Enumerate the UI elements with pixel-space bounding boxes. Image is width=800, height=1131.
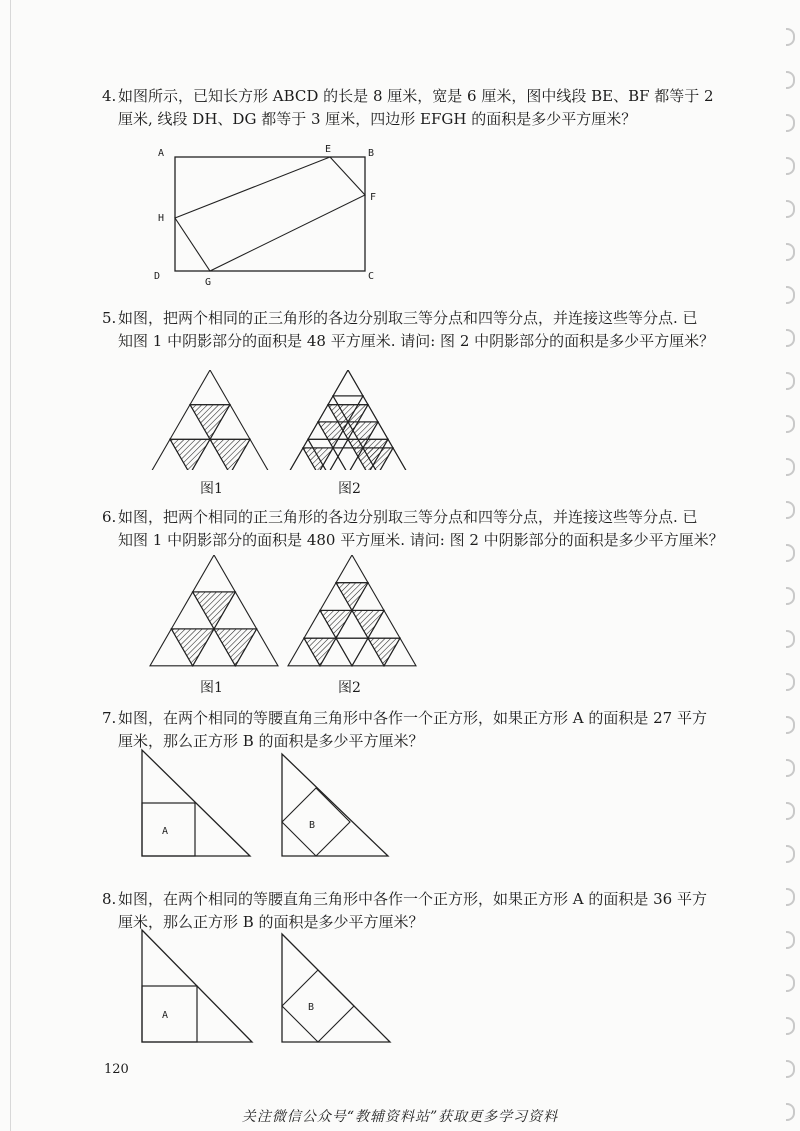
label-h: H: [158, 213, 165, 224]
binding-ring: [786, 243, 795, 261]
question-text-line-2: 厘米, 线段 DH、DG 都等于 3 厘米，四边形 EFGH 的面积是多少平方厘米？: [118, 110, 637, 128]
q6-caption-2: 图2: [338, 680, 361, 696]
binding-ring: [786, 415, 795, 433]
binding-ring: [786, 1060, 795, 1078]
binding-rings: [784, 0, 800, 1131]
binding-ring: [786, 28, 795, 46]
question-number: 4.: [102, 87, 117, 105]
label-square-b: B: [308, 1002, 315, 1013]
binding-ring: [786, 587, 795, 605]
question-text-line-2: 厘米，那么正方形 B 的面积是多少平方厘米？: [118, 913, 424, 931]
up-triangle-cell: [336, 555, 368, 583]
binding-ring: [786, 286, 795, 304]
shaded-down-triangle: [210, 439, 250, 470]
square-a: [142, 986, 197, 1042]
question-text-line-1: 如图，把两个相同的正三角形的各边分别取三等分点和四等分点，并连接这些等分点. 已: [118, 508, 698, 526]
binding-ring: [786, 1103, 795, 1121]
up-triangle-cell: [190, 370, 230, 405]
question-text-line-1: 如图所示，已知长方形 ABCD 的长是 8 厘米，宽是 6 厘米，图中线段 BE、BF 都等于 2: [118, 87, 714, 105]
label-d: D: [154, 271, 161, 282]
binding-ring: [786, 673, 795, 691]
binding-ring: [786, 630, 795, 648]
label-a: A: [158, 148, 165, 159]
label-square-a: A: [162, 1010, 169, 1021]
label-e: E: [325, 144, 332, 155]
question-6: [102, 506, 724, 552]
shaded-down-triangle: [170, 439, 210, 470]
page-number: 120: [104, 1062, 129, 1077]
shaded-down-triangle: [190, 405, 230, 440]
question-text-line-1: 如图，把两个相同的正三角形的各边分别取三等分点和四等分点，并连接这些等分点. 已: [118, 309, 698, 327]
binding-ring: [786, 157, 795, 175]
question-number: 8.: [102, 890, 117, 908]
binding-ring: [786, 372, 795, 390]
binding-ring: [786, 501, 795, 519]
binding-ring: [786, 458, 795, 476]
binding-ring: [786, 114, 795, 132]
shaded-down-triangle: [193, 592, 236, 629]
shaded-down-triangle: [368, 638, 400, 666]
down-triangle-cell: [336, 638, 368, 666]
q7-triangle-b: [282, 754, 388, 856]
up-triangle-cell: [333, 370, 363, 396]
binding-ring: [786, 802, 795, 820]
shaded-down-triangle: [303, 448, 333, 470]
label-square-b: B: [309, 820, 316, 831]
shaded-down-triangle: [352, 610, 384, 638]
q7-figures: [140, 748, 400, 860]
question-4: [102, 85, 714, 131]
q5-caption-2: 图2: [338, 481, 361, 497]
label-f: F: [370, 192, 377, 203]
binding-ring: [786, 888, 795, 906]
binding-ring: [786, 931, 795, 949]
question-text-line-1: 如图，在两个相同的等腰直角三角形中各作一个正方形，如果正方形 A 的面积是 27 平方: [118, 709, 707, 727]
binding-ring: [786, 71, 795, 89]
q6-figures: [140, 555, 430, 667]
binding-ring: [786, 759, 795, 777]
binding-ring: [786, 544, 795, 562]
shaded-down-triangle: [304, 638, 336, 666]
page-edge-line: [10, 0, 11, 1131]
question-text-line-1: 如图，在两个相同的等腰直角三角形中各作一个正方形，如果正方形 A 的面积是 36 平方: [118, 890, 707, 908]
question-text-line-2: 知图 1 中阴影部分的面积是 48 平方厘米. 请问: 图 2 中阴影部分的面积是多少平方厘米？: [118, 332, 715, 350]
label-square-a: A: [162, 826, 169, 837]
question-text-line-2: 厘米，那么正方形 B 的面积是多少平方厘米？: [118, 732, 424, 750]
question-number: 5.: [102, 309, 117, 327]
shaded-down-triangle: [171, 629, 214, 666]
question-number: 6.: [102, 508, 117, 526]
square-b: [282, 970, 354, 1042]
question-7: [102, 707, 707, 753]
q8-figures: [140, 928, 400, 1046]
shaded-down-triangle: [214, 629, 257, 666]
binding-ring: [786, 329, 795, 347]
rectangle-figure: [150, 140, 390, 290]
question-5: [102, 307, 715, 353]
binding-ring: [786, 716, 795, 734]
shaded-down-triangle: [336, 583, 368, 611]
shaded-down-triangle: [318, 422, 348, 448]
binding-ring: [786, 1017, 795, 1035]
quadrilateral-efgh: [175, 157, 365, 271]
question-text-line-2: 知图 1 中阴影部分的面积是 480 平方厘米. 请问: 图 2 中阴影部分的面积是多少平方厘米？: [118, 531, 724, 549]
up-triangle-cell: [328, 370, 368, 405]
q6-figure-1-triangle: [150, 555, 278, 666]
label-g: G: [205, 277, 212, 288]
q5-figures: [140, 370, 430, 470]
square-b: [282, 788, 350, 856]
q5-figure-1-triangle: [150, 370, 270, 470]
shaded-down-triangle: [320, 610, 352, 638]
question-number: 7.: [102, 709, 117, 727]
binding-ring: [786, 974, 795, 992]
footer-notice: 关注微信公众号“教辅资料站”获取更多学习资料: [241, 1109, 559, 1125]
binding-ring: [786, 845, 795, 863]
q5-figure-2-triangle: [288, 370, 408, 470]
square-a: [142, 803, 195, 856]
q5-caption-1: 图1: [200, 481, 223, 497]
q6-figure-2-triangle: [288, 555, 416, 666]
rectangle-abcd: [175, 157, 365, 271]
q6-caption-1: 图1: [200, 680, 223, 696]
up-triangle-cell: [193, 555, 236, 592]
binding-ring: [786, 200, 795, 218]
label-c: C: [368, 271, 375, 282]
label-b: B: [368, 148, 375, 159]
